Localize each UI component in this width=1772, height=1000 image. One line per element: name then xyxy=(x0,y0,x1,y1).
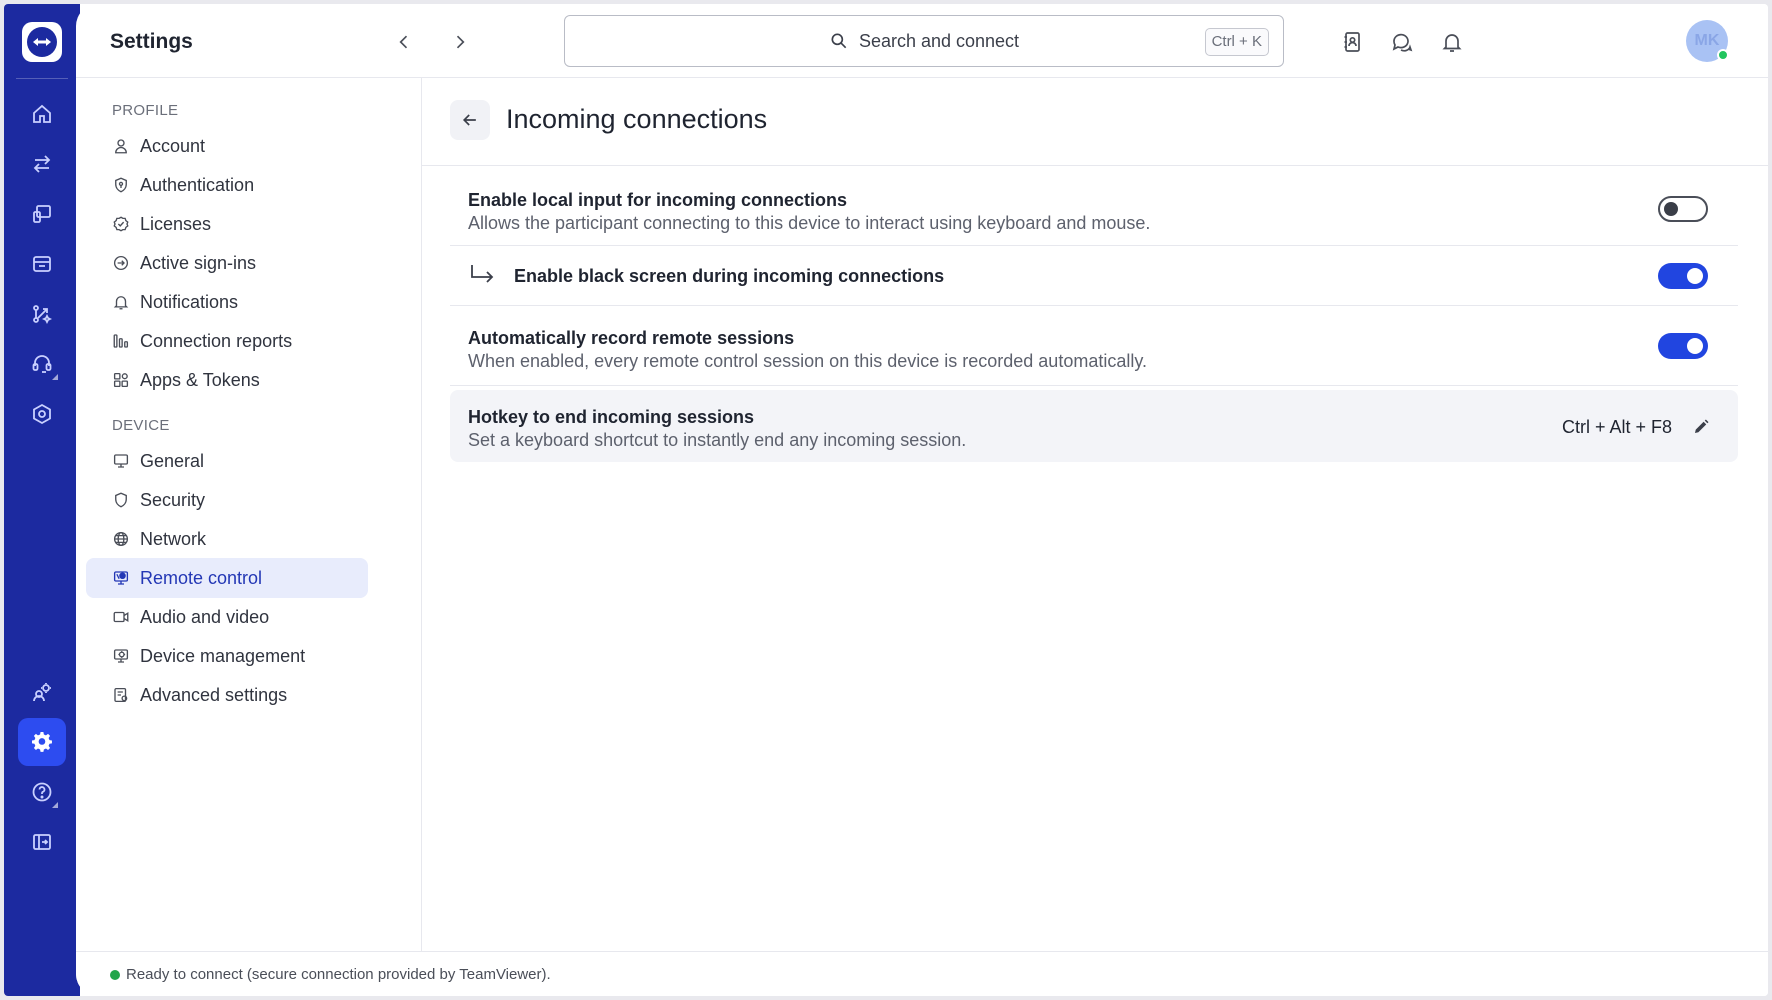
help-icon[interactable] xyxy=(18,768,66,816)
connection-status-dot xyxy=(110,970,120,980)
badge-check-icon xyxy=(112,215,130,233)
local-input-toggle[interactable] xyxy=(1658,196,1708,222)
forward-arrow-icon[interactable] xyxy=(446,28,474,56)
toggle-knob xyxy=(1687,268,1703,284)
sidebar-item-advanced-settings[interactable] xyxy=(86,675,368,715)
content-area xyxy=(76,4,1768,996)
sessions-icon[interactable] xyxy=(18,240,66,288)
bell-icon xyxy=(112,293,130,311)
sidebar-item-label: Device management xyxy=(140,645,306,666)
top-bar xyxy=(76,4,1768,78)
sidebar-item-label: Network xyxy=(140,528,207,549)
sidebar-item-label: Active sign-ins xyxy=(140,252,257,273)
app-rail xyxy=(4,4,80,996)
setting-title: Hotkey to end incoming sessions xyxy=(468,407,755,427)
avatar[interactable] xyxy=(1686,20,1728,62)
search-icon xyxy=(829,31,849,51)
devices-icon[interactable] xyxy=(18,190,66,238)
setting-row-black-screen xyxy=(450,246,1738,306)
workflow-icon[interactable] xyxy=(18,290,66,338)
app-window xyxy=(4,4,1768,996)
hotkey-value: Ctrl + Alt + F8 xyxy=(1561,417,1672,437)
toggle-knob xyxy=(1687,338,1703,354)
home-icon[interactable] xyxy=(18,90,66,138)
status-bar xyxy=(76,951,1768,996)
connect-arrows-icon[interactable] xyxy=(18,140,66,188)
record-sessions-toggle[interactable] xyxy=(1658,333,1708,359)
setting-description: Set a keyboard shortcut to instantly end any incoming session. xyxy=(468,430,967,450)
section-label-profile: PROFILE xyxy=(112,102,179,119)
sidebar-item-apps-tokens[interactable] xyxy=(86,360,368,400)
device-management-icon xyxy=(112,647,130,665)
search-input[interactable] xyxy=(564,15,1284,67)
sidebar-item-label: Account xyxy=(140,135,206,156)
chat-icon[interactable] xyxy=(1388,28,1416,56)
arrow-left-icon xyxy=(460,110,480,130)
setting-title: Enable local input for incoming connections xyxy=(468,190,848,210)
search-shortcut-badge: Ctrl + K xyxy=(1205,28,1269,56)
rail-divider xyxy=(16,78,68,79)
setting-description: Allows the participant connecting to this device to interact using keyboard and mouse. xyxy=(468,213,1151,233)
sidebar-item-device-management[interactable] xyxy=(86,636,368,676)
sidebar-item-label: General xyxy=(140,450,205,471)
monitor-icon xyxy=(112,452,130,470)
sidebar-item-active-sign-ins[interactable] xyxy=(86,243,368,283)
sidebar-item-label: Audio and video xyxy=(140,606,270,627)
sidebar-item-label: Remote control xyxy=(140,567,263,588)
expand-corner-icon xyxy=(52,374,58,380)
advanced-settings-icon xyxy=(112,686,130,704)
sidebar-item-connection-reports[interactable] xyxy=(86,321,368,361)
teamviewer-logo-icon[interactable] xyxy=(22,22,62,62)
collapse-panel-icon[interactable] xyxy=(18,818,66,866)
search-placeholder: Search and connect xyxy=(858,30,1020,51)
globe-icon xyxy=(112,530,130,548)
sidebar-item-remote-control[interactable] xyxy=(86,558,368,598)
sidebar-item-label: Apps & Tokens xyxy=(140,369,260,390)
video-icon xyxy=(112,608,130,626)
sidebar-item-notifications[interactable] xyxy=(86,282,368,322)
page-title: Settings xyxy=(110,30,193,53)
sidebar-item-audio-and-video[interactable] xyxy=(86,597,368,637)
online-status-dot xyxy=(1717,49,1729,61)
sidebar-item-network[interactable] xyxy=(86,519,368,559)
panel-title: Incoming connections xyxy=(506,104,768,134)
sub-setting-arrow-icon xyxy=(468,262,496,288)
panel-header xyxy=(422,78,1768,166)
avatar-initials: MK xyxy=(1694,32,1720,49)
sidebar-item-label: Authentication xyxy=(140,174,255,195)
section-label-device: DEVICE xyxy=(112,417,170,434)
apps-icon xyxy=(112,371,130,389)
black-screen-toggle[interactable] xyxy=(1658,263,1708,289)
status-text: Ready to connect (secure connection provided by TeamViewer). xyxy=(126,966,551,983)
sidebar-item-label: Security xyxy=(140,489,206,510)
sign-in-icon xyxy=(112,254,130,272)
toggle-knob xyxy=(1664,202,1678,216)
support-headset-icon[interactable] xyxy=(18,340,66,388)
remote-control-icon xyxy=(112,569,130,587)
contacts-book-icon[interactable] xyxy=(1338,28,1366,56)
settings-sidebar xyxy=(76,78,422,951)
user-icon xyxy=(112,137,130,155)
settings-panel xyxy=(422,78,1768,951)
sidebar-item-label: Advanced settings xyxy=(140,684,288,705)
sidebar-item-label: Licenses xyxy=(140,213,212,234)
sidebar-item-security[interactable] xyxy=(86,480,368,520)
security-eye-icon[interactable] xyxy=(18,390,66,438)
setting-title: Enable black screen during incoming connections xyxy=(514,266,945,286)
shield-key-icon xyxy=(112,176,130,194)
sidebar-item-licenses[interactable] xyxy=(86,204,368,244)
shield-icon xyxy=(112,491,130,509)
sidebar-item-label: Connection reports xyxy=(140,330,293,351)
sidebar-item-label: Notifications xyxy=(140,291,239,312)
setting-row-local-input xyxy=(450,170,1738,246)
notifications-bell-icon[interactable] xyxy=(1438,28,1466,56)
back-arrow-icon[interactable] xyxy=(390,28,418,56)
setting-row-record-sessions xyxy=(450,306,1738,386)
setting-row-hotkey xyxy=(450,390,1738,462)
expand-corner-icon xyxy=(52,802,58,808)
admin-users-icon[interactable] xyxy=(18,668,66,716)
sidebar-item-general[interactable] xyxy=(86,441,368,481)
setting-title: Automatically record remote sessions xyxy=(468,328,795,348)
sidebar-item-account[interactable] xyxy=(86,126,368,166)
sidebar-item-authentication[interactable] xyxy=(86,165,368,205)
settings-gear-icon[interactable] xyxy=(18,718,66,766)
bar-chart-icon xyxy=(112,332,130,350)
setting-description: When enabled, every remote control session on this device is recorded automatically. xyxy=(468,351,1148,371)
back-button[interactable] xyxy=(450,100,490,140)
edit-pencil-icon[interactable] xyxy=(1690,416,1712,438)
